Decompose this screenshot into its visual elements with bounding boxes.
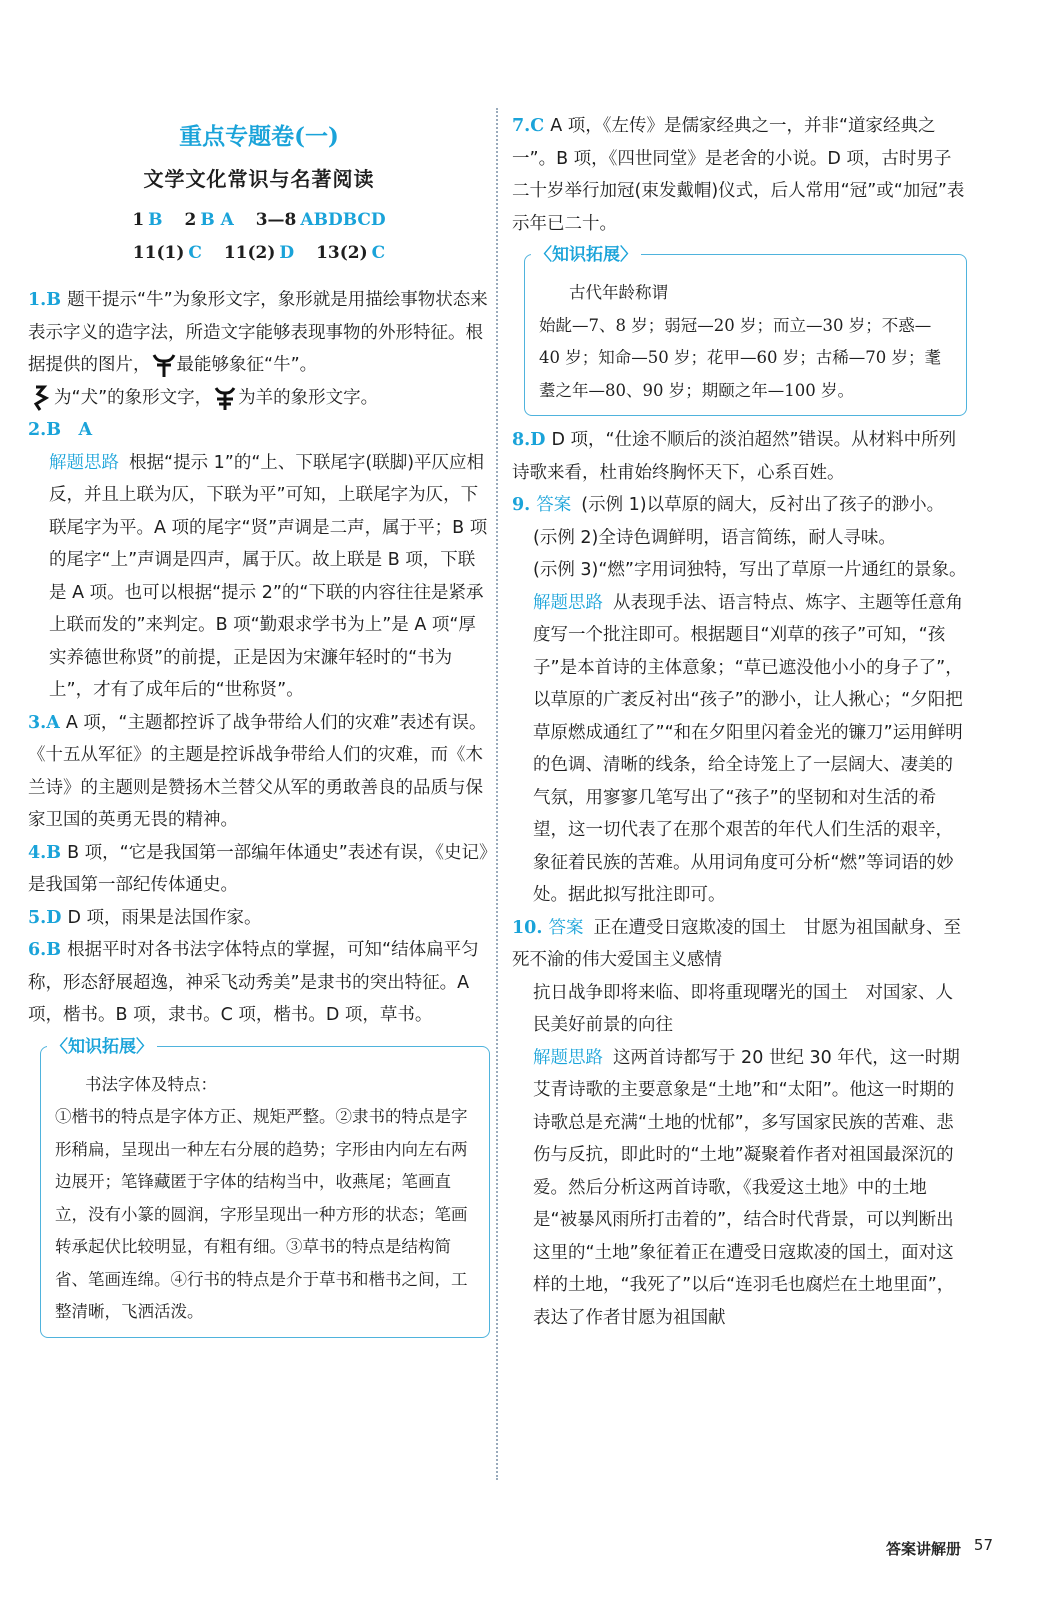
- answer-tag: 答案: [536, 495, 572, 515]
- question-number: 7.C: [512, 116, 545, 136]
- question-number: 5.D: [28, 907, 62, 928]
- knowledge-box-heading: 古代年龄称谓: [569, 283, 668, 302]
- knowledge-box-label: 〈知识拓展〉: [531, 240, 641, 265]
- page-title: 重点专题卷(一): [179, 123, 339, 150]
- question-number: 8.D: [512, 430, 546, 450]
- question-number: 4.B: [28, 842, 62, 863]
- question-text: 题干提示“牛”为象形文字，象形就是用描绘事物状态来表示字义的造字法，所造文字能够表现事物的外形特征。根据提供的图片，: [28, 290, 488, 375]
- knowledge-box-text: 始龀—7、8 岁；弱冠—20 岁；而立—30 岁；不惑—40 岁；知命—50 岁；花甲—60 岁；古稀—70 岁；耄耋之年—80、90 岁；期颐之年—100 岁。: [539, 315, 941, 400]
- question-10: [512, 912, 967, 1335]
- knowledge-box-label: 〈知识拓展〉: [47, 1032, 157, 1057]
- column-divider: [496, 108, 498, 1480]
- question-text: A 项，《左传》是儒家经典之一，并非“道家经典之一”。B 项，《四世同堂》是老舍的小说。D 项，古时男子二十岁举行加冠(束发戴帽)仪式，后人常用“冠”或“加冠”表示年已二十。: [512, 116, 965, 234]
- question-text: 从表现手法、语言特点、炼字、主题等任意角度写一个批注即可。根据题目“刈草的孩子”可知，“孩子”是本首诗的主体意象；“草已遮没他小小的身子了”，以草原的广袤反衬出“孩子”的渺小，让人揪心；“夕阳把草原燃成通红了”“和在夕阳里闪着金光的镰刀”运用鲜明的色调、清晰的线条，给全诗笼上了一层阔大、凄美的气氛，用寥寥几笔写出了“孩子”的坚韧和对生活的希望，这一切代表了在那个艰苦的年代人们生活的艰辛，象征着民族的苦难。从用词角度可分析“燃”等词语的妙处。据此拟写批注即可。: [533, 592, 963, 905]
- knowledge-box-calligraphy: [40, 1036, 490, 1338]
- question-text: D 项，雨果是法国作家。: [67, 907, 262, 928]
- question-number: 6.B: [28, 940, 62, 960]
- question-number: 9.: [512, 495, 531, 515]
- analysis-tag: 解题思路: [533, 592, 603, 613]
- page-subtitle: 文学文化常识与名著阅读: [143, 167, 375, 191]
- question-9: [512, 489, 967, 912]
- answer-value: B A: [200, 210, 234, 230]
- question-text: B 项，“它是我国第一部编年体通史”表述有误，《史记》是我国第一部纪传体通史。: [28, 842, 488, 895]
- question-6: [28, 934, 490, 1032]
- answer-example: (示例 1)以草原的阔大，反衬出了孩子的渺小。: [581, 495, 945, 515]
- knowledge-box-text: ①楷书的特点是字体方正、规矩严整。②隶书的特点是字形稍扁，呈现出一种左右分展的趋势；字形由内向左右两边展开；笔锋藏匿于字体的结构当中，收燕尾；笔画直立，没有小篆的圆润，字形呈现出一种方形的状态；笔画转承起伏比较明显，有粗有细。③草书的特点是结构简省、笔画连绵。④行书的特点是介于草书和楷书之间，工整清晰，飞洒活泼。: [55, 1107, 468, 1321]
- question-text: 为“犬”的象形文字，: [54, 387, 213, 408]
- question-text: 最能够象征“牛”。: [176, 355, 318, 375]
- answer-value: D: [279, 243, 295, 263]
- question-text: D 项，“仕途不顺后的淡泊超然”错误。从材料中所列诗歌来看，杜甫始终胸怀天下，心系百姓。: [512, 430, 957, 483]
- answer-value: B: [148, 210, 163, 230]
- answer-value: ABDBCD: [300, 210, 386, 230]
- question-number: 1.B: [28, 290, 62, 310]
- answer-num: 3—8: [255, 210, 297, 230]
- question-text: 这两首诗都写于 20 世纪 30 年代，这一时期艾青诗歌的主要意象是“土地”和“太阳”。他这一时期的诗歌总是充满“土地的忧郁”，多写国家民族的苦难、悲伤与反抗，即此时的“土地”凝聚着作者对祖国最深沉的爱。然后分析这两首诗歌，《我爱这土地》中的土地是“被暴风雨所打击着的”，结合时代背景，可以判断出这里的“土地”象征着正在遭受日寇欺凌的国土，面对这样的土地，“我死了”以后“连羽毛也腐烂在土地里面”，表达了作者甘愿为祖国献: [533, 1047, 960, 1328]
- answer-num: 11(1): [132, 243, 185, 263]
- answer-tag: 答案: [548, 917, 584, 938]
- question-text: 根据“提示 1”的“上、下联尾字(联脚)平仄应相反，并且上联为仄，下联为平”可知，上联尾字为仄，下联尾字为平。A 项的尾字“贤”声调是二声，属于平；B 项的尾字“上”声调是四声，属于仄。故上联是 B 项，下联是 A 项。也可以根据“提示 2”的“下联的内容往往是紧承上联而发的”来判定。B 项“勤艰求学书为上”是 A 项“厚实养德世称贤”的前提，正是因为宋濂年轻时的“书为上”，才有了成年后的“世称贤”。: [49, 452, 488, 700]
- answer-num: 1: [132, 210, 145, 230]
- sheep-glyph-icon: [212, 384, 238, 412]
- answer-key-row-1: [28, 204, 490, 237]
- knowledge-box-heading: 书法字体及特点：: [85, 1074, 217, 1094]
- ox-glyph-icon: [151, 351, 177, 379]
- answer-text: 正在遭受日寇欺凌的国土 甘愿为祖国献身、至死不渝的伟大爱国主义感情: [512, 917, 961, 970]
- question-text: 为羊的象形文字。: [238, 387, 379, 408]
- question-2: [28, 414, 490, 707]
- question-5: [28, 902, 490, 935]
- question-3: [28, 707, 490, 837]
- question-7: [512, 110, 967, 240]
- answer-value: C: [188, 243, 202, 263]
- knowledge-box-age-titles: [524, 245, 967, 416]
- answer-value: C: [371, 243, 386, 263]
- question-number: 10.: [512, 917, 543, 938]
- page-number: 57: [973, 1536, 993, 1554]
- question-8: [512, 424, 967, 489]
- answer-text: 抗日战争即将来临、即将重现曙光的国土 对国家、人民美好前景的向往: [533, 982, 953, 1035]
- question-1: [28, 284, 490, 414]
- answer-example: (示例 3)“燃”字用词独特，写出了草原一片通红的景象。: [533, 560, 967, 580]
- right-column: [512, 110, 967, 1334]
- left-column: [28, 118, 490, 1346]
- question-text: 根据平时对各书法字体特点的掌握，可知“结体扁平匀称，形态舒展超逸，神采飞动秀美”是隶书的突出特征。A 项，楷书。B 项，隶书。C 项，楷书。D 项，草书。: [28, 940, 479, 1025]
- question-4: [28, 837, 490, 902]
- question-number: 2.B A: [28, 420, 93, 440]
- analysis-tag: 解题思路: [49, 452, 119, 473]
- answer-example: (示例 2)全诗色调鲜明，语言简练，耐人寻味。: [533, 527, 896, 548]
- question-text: A 项，“主题都控诉了战争带给人们的灾难”表述有误。《十五从军征》的主题是控诉战争带给人们的灾难，而《木兰诗》的主题则是赞扬木兰替父从军的勇敢善良的品质与保家卫国的英勇无畏的精神。: [28, 712, 487, 830]
- answer-num: 2: [184, 210, 197, 230]
- question-number: 3.A: [28, 712, 60, 733]
- answer-num: 11(2): [223, 243, 276, 263]
- footer-label: 答案讲解册: [885, 1540, 961, 1558]
- dog-glyph-icon: [28, 384, 54, 412]
- answer-key-row-2: [28, 237, 490, 270]
- answer-num: 13(2): [316, 243, 368, 263]
- analysis-tag: 解题思路: [533, 1047, 603, 1068]
